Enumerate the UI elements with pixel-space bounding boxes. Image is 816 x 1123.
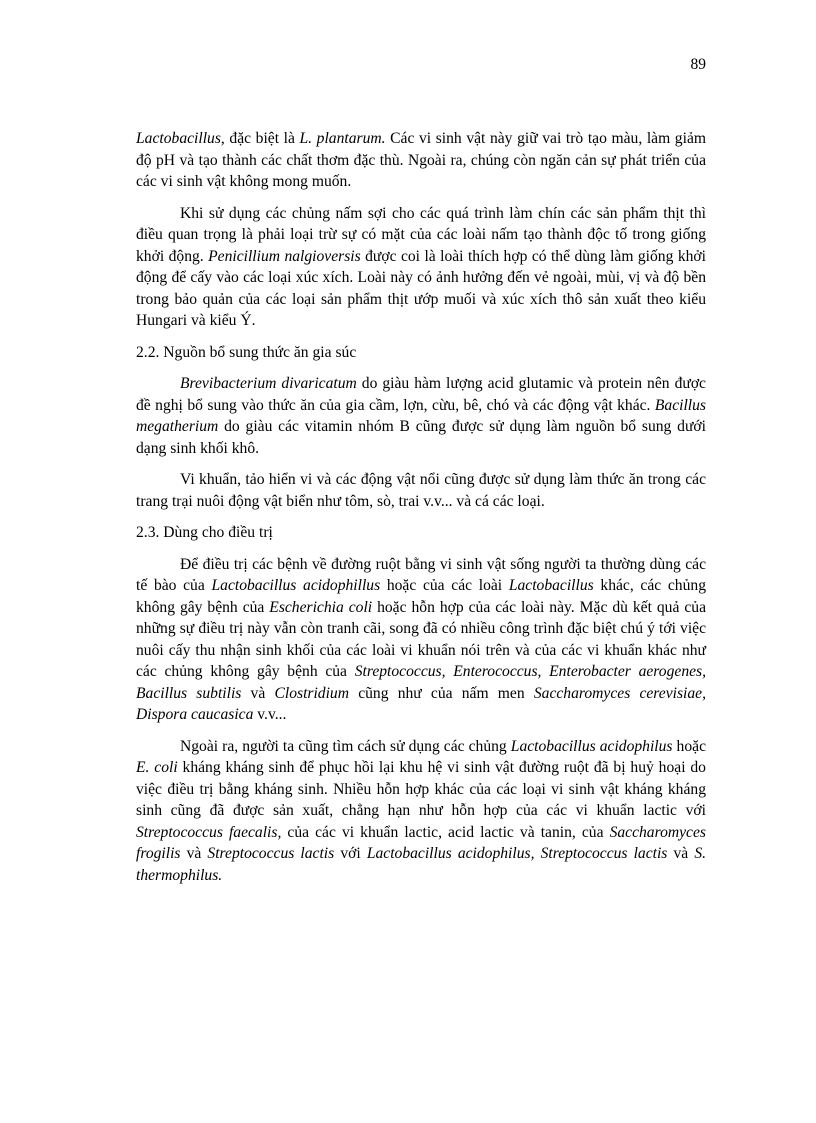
text-run: của các vi khuẩn lactic, acid lactic và tanin, của (281, 823, 610, 841)
italic-text: Lactobacillus acidophilus, Streptococcus lactis (366, 845, 668, 862)
italic-text: Lactobacillus acidophillus (211, 577, 381, 594)
paragraph (136, 128, 706, 193)
paragraph (136, 554, 706, 726)
italic-text: Streptococcus lactis (207, 845, 335, 862)
text-run: kháng kháng sinh để phục hồi lại khu hệ vi sinh vật đường ruột đã bị huỷ hoại do việc điều trị bằng kháng sinh. Nhiều hỗn hợp khác của các loại vi sinh vật kháng kháng sinh cũng đã được sản xuất, chẳng hạn như hỗn hợp của các vi khuẩn lactic với (136, 759, 706, 819)
text-run: Các vi sinh vật này giữ vai trò tạo màu, làm giảm độ pH và tạo thành các chất thơm đặc thù. Ngoài ra, chúng còn ngăn cản sự phát triển của các vi sinh vật không mong muốn. (136, 130, 706, 190)
italic-text: Lactobacillus (136, 130, 221, 147)
text-run: Khi sử dụng các chủng nấm sợi cho các quá trình làm chín các sản phẩm thịt thì điều quan trọng là phải loại trừ sự có mặt của các loài nấm tạo thành độc tố trong giống khởi động. (136, 204, 706, 265)
text-run: và (667, 845, 695, 862)
italic-text: S. thermophilus. (136, 845, 707, 884)
text-run: với (334, 845, 367, 862)
text-run: v.v... (253, 706, 287, 723)
italic-text: Bacillus megatherium (136, 396, 706, 435)
italic-text: L. plantarum. (299, 130, 386, 147)
text-run: 2.2. Nguồn bổ sung thức ăn gia súc (136, 343, 357, 361)
text-run: 2.3. Dùng cho điều trị (136, 524, 273, 541)
paragraph (136, 203, 706, 332)
text-run: hoặc của các loài (380, 577, 509, 594)
text-run: được coi là loài thích hợp có thể dùng làm giống khởi động để cấy vào các loại xúc xích. Loài này có ảnh hưởng đến vẻ ngoài, mùi, vị và độ bền trong bảo quản của các loại sản phẩm thịt ướp muối và xúc xích thô sản xuất theo kiểu Hungari và kiểu Ý. (136, 247, 706, 329)
italic-text: Brevibacterium divaricatum (180, 375, 357, 392)
text-run: và (241, 684, 275, 702)
section-heading (136, 342, 706, 364)
text-run: hoặc hỗn hợp của các loài này. Mặc dù kết quả của những sự điều trị này vẫn còn tranh cãi, song đã có nhiều công trình đặc biệt chú ý tới việc nuôi cấy thu nhận sinh khối của các loài vi khuẩn nói trên và của các vi khuẩn khác như các chủng không gây bệnh của (136, 598, 706, 680)
text-run: do giàu các vitamin nhóm B cũng được sử dụng làm nguồn bổ sung dưới dạng sinh khối khô. (136, 418, 706, 457)
italic-text: Penicillium nalgioversis (208, 247, 361, 265)
text-run: Vi khuẩn, tảo hiển vi và các động vật nổi cũng được sử dụng làm thức ăn trong các trang trại nuôi động vật biển như tôm, sò, trai v.v... và cá các loại. (136, 471, 706, 510)
text-run: Để điều trị các bệnh về đường ruột bằng vi sinh vật sống người ta thường dùng các tế bào của (136, 555, 706, 594)
text-run: hoặc (672, 737, 706, 755)
text-run: và (180, 845, 208, 862)
italic-text: Lactobacillus (508, 577, 594, 594)
text-run: khác, các chủng không gây bệnh của (136, 577, 706, 616)
italic-text: Lactobacillus acidophilus (510, 737, 673, 755)
text-run: do giàu hàm lượng acid glutamic và protein nên được đề nghị bổ sung vào thức ăn của gia cầm, lợn, cừu, bê, chó và các động vật khác. (136, 375, 706, 414)
section-heading (136, 522, 706, 544)
document-body (136, 128, 706, 896)
italic-text: Saccharomyces frogilis (136, 823, 706, 862)
paragraph (136, 469, 706, 512)
text-run: cũng như của nấm men (349, 684, 534, 702)
paragraph (136, 373, 706, 459)
italic-text: E. coli (136, 759, 178, 776)
italic-text: Streptococcus faecalis, (136, 823, 282, 841)
page-number: 89 (690, 56, 706, 73)
italic-text: Saccharomyces cerevisiae, Dispora caucasica (136, 684, 706, 723)
text-run: , đặc biệt là (220, 130, 300, 147)
paragraph (136, 736, 706, 887)
italic-text: Streptococcus, Enterococcus, Enterobacter aerogenes, Bacillus subtilis (136, 663, 706, 702)
italic-text: Clostridium (274, 684, 349, 702)
text-run: Ngoài ra, người ta cũng tìm cách sử dụng các chủng (180, 737, 511, 755)
italic-text: Escherichia coli (269, 598, 373, 616)
